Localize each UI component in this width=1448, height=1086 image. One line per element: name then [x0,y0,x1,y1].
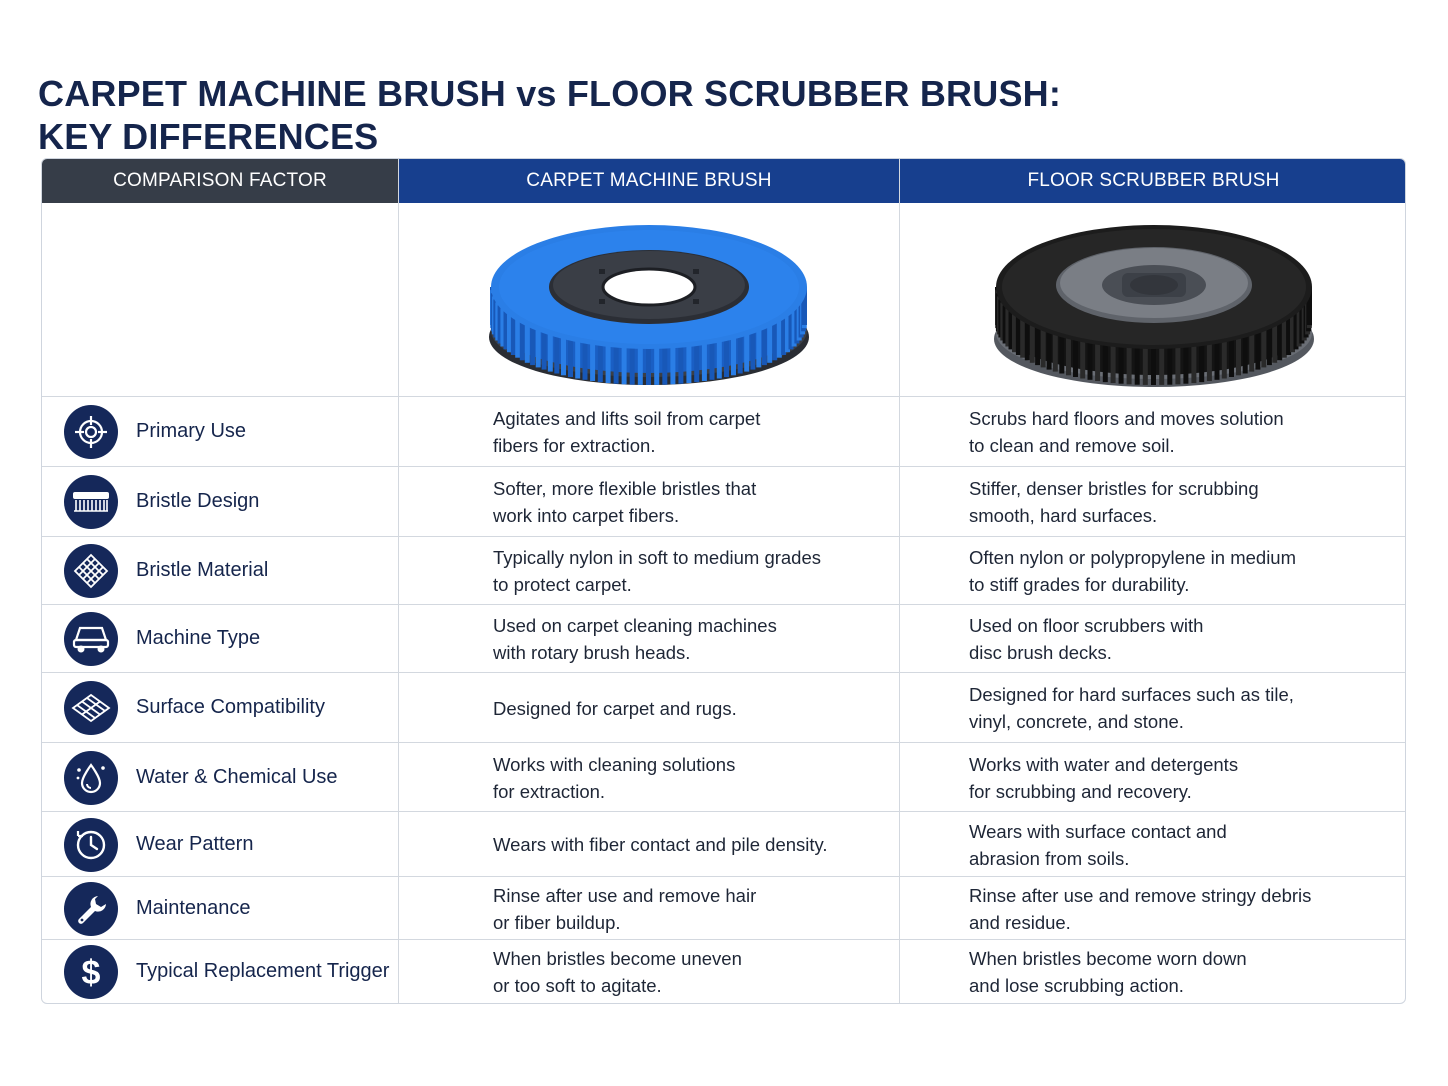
scrubber-brush-cell [969,751,1389,805]
comparison-row [42,605,1405,673]
cell-text-line: or too soft to agitate. [493,975,662,996]
page-title-line-1: CARPET MACHINE BRUSH vs FLOOR SCRUBBER BRUSH: [38,73,1062,114]
comparison-row [42,673,1405,743]
header-carpet-machine-brush: CARPET MACHINE BRUSH [399,159,899,203]
brush-icon [64,475,118,529]
header-comparison-factor: COMPARISON FACTOR [42,159,398,203]
cell-text-line: or fiber buildup. [493,911,621,933]
scrubber-brush-cell [969,818,1389,872]
tiles-icon [64,681,118,735]
cell-text-line: When bristles become uneven [493,948,742,969]
page-title-line-2: KEY DIFFERENCES [38,116,379,157]
scrub-brush-image-cell [900,203,1406,397]
brush-image-row [42,203,1405,397]
dollar-icon [64,945,118,999]
machine-icon [64,612,118,666]
carpet-brush-cell [493,544,873,598]
cell-text-line: Softer, more flexible bristles that [493,478,757,499]
cell-text-line: Agitates and lifts soil from carpet [493,408,761,429]
wrench-icon [64,882,118,936]
comparison-row [42,467,1405,537]
carpet-brush-cell [493,405,873,459]
cell-text-line: and lose scrubbing action. [969,975,1184,996]
comparison-table [41,158,1406,1004]
cell-text-line: abrasion from soils. [969,847,1130,869]
comparison-row [42,940,1405,1004]
cell-text-line: to clean and remove soil. [969,435,1175,456]
cell-text-line: work into carpet fibers. [493,505,680,526]
factor-label: Maintenance [136,896,251,919]
scrubber-brush-cell [969,544,1389,598]
cell-text-line: to protect carpet. [493,574,632,595]
cell-text-line: Rinse after use and remove stringy debris [969,884,1312,906]
scrubber-brush-cell [969,681,1389,735]
scrubber-brush-cell [969,475,1389,529]
cell-text-line: fibers for extraction. [493,435,656,456]
comparison-row [42,397,1405,467]
cell-text-line: for extraction. [493,780,606,802]
carpet-brush-cell [493,475,873,529]
water-drop-icon [64,751,118,805]
clock-icon [64,818,118,872]
cell-text-line: Used on floor scrubbers with [969,615,1204,636]
cell-text-line: and residue. [969,911,1071,933]
factor-label: Machine Type [136,627,261,649]
cell-text-line: with rotary brush heads. [493,642,691,663]
scrubber-brush-cell [969,612,1389,666]
factor-label: Water & Chemical Use [136,765,338,788]
cell-text-line: for scrubbing and recovery. [969,780,1192,802]
carpet-brush-cell [493,945,873,999]
factor-label: Bristle Material [136,559,269,581]
comparison-row [42,877,1405,940]
cell-text-line: disc brush decks. [969,642,1112,663]
factor-label: Surface Compatibility [136,696,325,718]
factor-label: Primary Use [136,420,247,442]
cell-text-line: Wears with fiber contact and pile density. [493,834,828,855]
carpet-brush-image [479,209,819,391]
carpet-brush-cell [493,882,873,936]
cell-text-line: Designed for hard surfaces such as tile, [969,684,1294,705]
carpet-brush-cell [493,695,873,722]
cell-text-line: vinyl, concrete, and stone. [969,711,1184,732]
cell-text-line: Works with cleaning solutions [493,753,736,775]
header-floor-scrubber-brush: FLOOR SCRUBBER BRUSH [900,159,1406,203]
carpet-brush-cell [493,831,873,858]
comparison-row [42,743,1405,812]
cell-text-line: Often nylon or polypropylene in medium [969,547,1297,568]
cell-text-line: Wears with surface contact and [969,820,1227,842]
cell-text-line: to stiff grades for durability. [969,574,1190,595]
page-title [38,72,1138,158]
cell-text-line: Designed for carpet and rugs. [493,697,737,719]
scrubber-brush-cell [969,882,1389,936]
mesh-icon [64,544,118,598]
scrubber-brush-cell [969,405,1389,459]
cell-text-line: Typically nylon in soft to medium grades [493,547,822,568]
factor-label: Wear Pattern [136,832,254,855]
column-divider [899,159,900,1003]
scrubber-brush-cell [969,945,1389,999]
factor-label: Typical Replacement Trigger [136,960,390,982]
cell-text-line: Stiffer, denser bristles for scrubbing [969,478,1259,499]
scrubber-brush-image [984,209,1324,391]
carpet-brush-image-cell [399,203,899,397]
carpet-brush-cell [493,612,873,666]
comparison-row [42,537,1405,605]
cell-text-line: When bristles become worn down [969,948,1247,969]
target-icon [64,405,118,459]
cell-text-line: Scrubs hard floors and moves solution [969,408,1284,429]
svg-text:$: $ [81,954,101,991]
comparison-row [42,812,1405,877]
cell-text-line: Used on carpet cleaning machines [493,615,777,636]
column-divider [398,159,399,1003]
cell-text-line: Rinse after use and remove hair [493,884,757,906]
cell-text-line: smooth, hard surfaces. [969,505,1158,526]
carpet-brush-cell [493,751,873,805]
factor-label: Bristle Design [136,490,260,512]
cell-text-line: Works with water and detergents [969,753,1239,775]
